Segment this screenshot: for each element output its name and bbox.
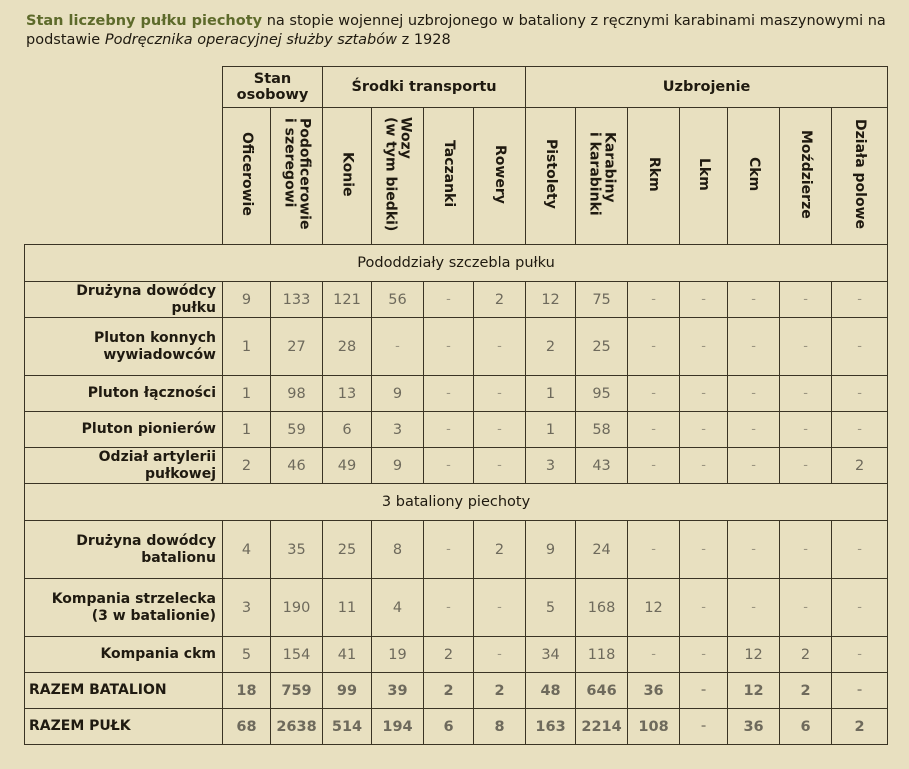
table-cell: 99 (323, 673, 372, 709)
table-cell: 12 (728, 673, 780, 709)
table-cell: 9 (372, 376, 424, 412)
table-cell: - (780, 521, 832, 579)
table-row (25, 521, 888, 579)
table-cell: 133 (271, 282, 323, 318)
table-cell: 36 (628, 673, 680, 709)
column-header (780, 108, 832, 245)
column-header-label: Pistolety (543, 139, 560, 209)
table-cell: 759 (271, 673, 323, 709)
table-cell: 9 (526, 521, 576, 579)
table-cell: - (728, 521, 780, 579)
table-cell: 5 (526, 579, 576, 637)
table-cell: 1 (223, 412, 271, 448)
table-cell: 3 (372, 412, 424, 448)
row-label: Pluton konnych wywiadowców (25, 318, 223, 376)
table-cell: - (474, 376, 526, 412)
table-cell: 39 (372, 673, 424, 709)
table-cell: - (474, 579, 526, 637)
strength-table (24, 66, 888, 745)
table-cell: 168 (576, 579, 628, 637)
column-header-label: Konie (339, 151, 356, 197)
table-cell: - (628, 637, 680, 673)
table-cell: - (680, 376, 728, 412)
table-cell: - (832, 282, 888, 318)
table-cell: 194 (372, 709, 424, 745)
column-header (728, 108, 780, 245)
column-header (832, 108, 888, 245)
table-row (25, 448, 888, 484)
table-cell: 6 (780, 709, 832, 745)
table-cell: - (628, 448, 680, 484)
table-cell: - (780, 318, 832, 376)
table-cell: - (474, 318, 526, 376)
column-header (526, 108, 576, 245)
table-cell: - (728, 318, 780, 376)
table-cell: 28 (323, 318, 372, 376)
table-cell: - (728, 579, 780, 637)
table-cell: 2 (832, 448, 888, 484)
table-cell: 34 (526, 637, 576, 673)
table-cell: 13 (323, 376, 372, 412)
table-cell: 12 (526, 282, 576, 318)
table-cell: 4 (223, 521, 271, 579)
table-cell: - (628, 376, 680, 412)
table-cell: 12 (628, 579, 680, 637)
table-cell: - (728, 376, 780, 412)
table-cell: 95 (576, 376, 628, 412)
table-cell: 6 (424, 709, 474, 745)
table-cell: - (680, 579, 728, 637)
table-cell: 2 (780, 673, 832, 709)
table-cell: 2 (424, 637, 474, 673)
table-cell: - (832, 637, 888, 673)
table-cell: - (680, 709, 728, 745)
table-cell: - (424, 521, 474, 579)
table-cell: 25 (576, 318, 628, 376)
table-cell: - (628, 282, 680, 318)
table-cell: - (780, 282, 832, 318)
table-cell: 2638 (271, 709, 323, 745)
row-label: Drużyna dowódcy pułku (25, 282, 223, 318)
table-cell: - (780, 448, 832, 484)
table-cell: 6 (323, 412, 372, 448)
table-cell: 98 (271, 376, 323, 412)
table-cell: 35 (271, 521, 323, 579)
table-title (26, 12, 886, 50)
table-cell: - (780, 412, 832, 448)
row-label: Kompania ckm (25, 637, 223, 673)
column-header (680, 108, 728, 245)
table-cell: - (424, 376, 474, 412)
column-header (223, 108, 271, 245)
column-header-label: Ckm (746, 156, 763, 192)
table-cell: - (832, 412, 888, 448)
table-cell: - (424, 448, 474, 484)
table-cell: 12 (728, 637, 780, 673)
table-cell: 190 (271, 579, 323, 637)
row-label: RAZEM BATALION (25, 673, 223, 709)
title-text-1: na stopie wojennej uzbrojonego w bataliony z ręcznymi karabinami maszynowymi na podstawie (26, 13, 886, 48)
table-cell: 154 (271, 637, 323, 673)
table-row (25, 673, 888, 709)
table-cell: 1 (526, 412, 576, 448)
column-header-label: Wozy (w tym biedki) (382, 116, 414, 232)
table-cell: - (832, 318, 888, 376)
table-cell: 2 (474, 673, 526, 709)
table-cell: 2 (780, 637, 832, 673)
table-cell: 3 (526, 448, 576, 484)
table-cell: - (728, 412, 780, 448)
table-cell: 1 (526, 376, 576, 412)
table-row (25, 579, 888, 637)
table-cell: 24 (576, 521, 628, 579)
table-cell: 2 (832, 709, 888, 745)
table-cell: 9 (223, 282, 271, 318)
section-bataliony: 3 bataliony piechoty (25, 484, 888, 521)
table-cell: 36 (728, 709, 780, 745)
section-pulk: Pododdziały szczebla pułku (25, 245, 888, 282)
row-label: Kompania strzelecka (3 w batalionie) (25, 579, 223, 637)
table-cell: 59 (271, 412, 323, 448)
group-uzbrojenie: Uzbrojenie (526, 67, 888, 108)
table-row (25, 376, 888, 412)
column-header-label: Moździerze (798, 129, 815, 219)
table-cell: 121 (323, 282, 372, 318)
table-cell: - (474, 412, 526, 448)
row-label: Drużyna dowódcy batalionu (25, 521, 223, 579)
table-cell: - (780, 376, 832, 412)
table-cell: - (728, 448, 780, 484)
table-cell: - (680, 637, 728, 673)
table-cell: - (474, 448, 526, 484)
column-header-label: Podoficerowie i szeregowi (281, 118, 313, 230)
table-row (25, 412, 888, 448)
table-cell: 8 (372, 521, 424, 579)
row-label: RAZEM PUŁK (25, 709, 223, 745)
table-cell: 2 (474, 282, 526, 318)
table-cell: 46 (271, 448, 323, 484)
table-cell: - (832, 673, 888, 709)
column-header-label: Lkm (696, 157, 713, 191)
table-cell: - (728, 282, 780, 318)
table-cell: - (424, 412, 474, 448)
table-cell: 2 (474, 521, 526, 579)
table-cell: 2 (223, 448, 271, 484)
table-cell: 18 (223, 673, 271, 709)
table-cell: - (680, 448, 728, 484)
table-cell: 2 (424, 673, 474, 709)
table-cell: - (680, 412, 728, 448)
corner-cell (25, 67, 223, 245)
table-cell: - (424, 579, 474, 637)
table-cell: 108 (628, 709, 680, 745)
column-header-label: Karabiny i karabinki (586, 132, 618, 216)
table-cell: 68 (223, 709, 271, 745)
table-cell: - (372, 318, 424, 376)
table-cell: 163 (526, 709, 576, 745)
column-header (372, 108, 424, 245)
table-cell: 118 (576, 637, 628, 673)
row-label: Odział artylerii pułkowej (25, 448, 223, 484)
group-srodki-transportu: Środki transportu (323, 67, 526, 108)
table-cell: - (628, 412, 680, 448)
title-text-2: z 1928 (396, 32, 451, 48)
table-cell: - (832, 376, 888, 412)
table-cell: 48 (526, 673, 576, 709)
table-cell: 2214 (576, 709, 628, 745)
table-cell: 43 (576, 448, 628, 484)
table-cell: 1 (223, 376, 271, 412)
table-cell: 5 (223, 637, 271, 673)
column-header-label: Taczanki (441, 140, 457, 208)
column-header (271, 108, 323, 245)
table-cell: - (424, 318, 474, 376)
column-header (424, 108, 474, 245)
group-stan-osobowy: Stan osobowy (223, 67, 323, 108)
table-cell: - (474, 637, 526, 673)
table-cell: - (680, 673, 728, 709)
title-lead: Stan liczebny pułku piechoty (26, 13, 263, 29)
row-label: Pluton łączności (25, 376, 223, 412)
table-cell: 9 (372, 448, 424, 484)
column-header (323, 108, 372, 245)
table-cell: 49 (323, 448, 372, 484)
column-header-label: Działa polowe (852, 118, 869, 230)
table-cell: - (832, 521, 888, 579)
column-header (576, 108, 628, 245)
column-header (474, 108, 526, 245)
table-cell: 27 (271, 318, 323, 376)
column-header (628, 108, 680, 245)
table-cell: 25 (323, 521, 372, 579)
table-cell: 1 (223, 318, 271, 376)
table-cell: 41 (323, 637, 372, 673)
table-cell: - (680, 521, 728, 579)
column-header-label: Rowery (492, 144, 509, 204)
table-cell: 514 (323, 709, 372, 745)
column-header-label: Rkm (646, 156, 663, 192)
table-row (25, 709, 888, 745)
table-cell: 4 (372, 579, 424, 637)
table-cell: 11 (323, 579, 372, 637)
title-italic: Podręcznika operacyjnej służby sztabów (104, 32, 397, 48)
table-row (25, 318, 888, 376)
table-cell: 58 (576, 412, 628, 448)
column-header-label: Oficerowie (239, 132, 255, 216)
table-cell: - (628, 318, 680, 376)
row-label: Pluton pionierów (25, 412, 223, 448)
table-cell: - (680, 318, 728, 376)
table-cell: 19 (372, 637, 424, 673)
table-cell: 56 (372, 282, 424, 318)
table-cell: 8 (474, 709, 526, 745)
table-cell: - (424, 282, 474, 318)
table-cell: - (780, 579, 832, 637)
table-cell: - (832, 579, 888, 637)
table-cell: 2 (526, 318, 576, 376)
table-cell: - (680, 282, 728, 318)
table-row (25, 282, 888, 318)
table-cell: 75 (576, 282, 628, 318)
table-cell: 646 (576, 673, 628, 709)
table-cell: 3 (223, 579, 271, 637)
table-row (25, 637, 888, 673)
table-cell: - (628, 521, 680, 579)
